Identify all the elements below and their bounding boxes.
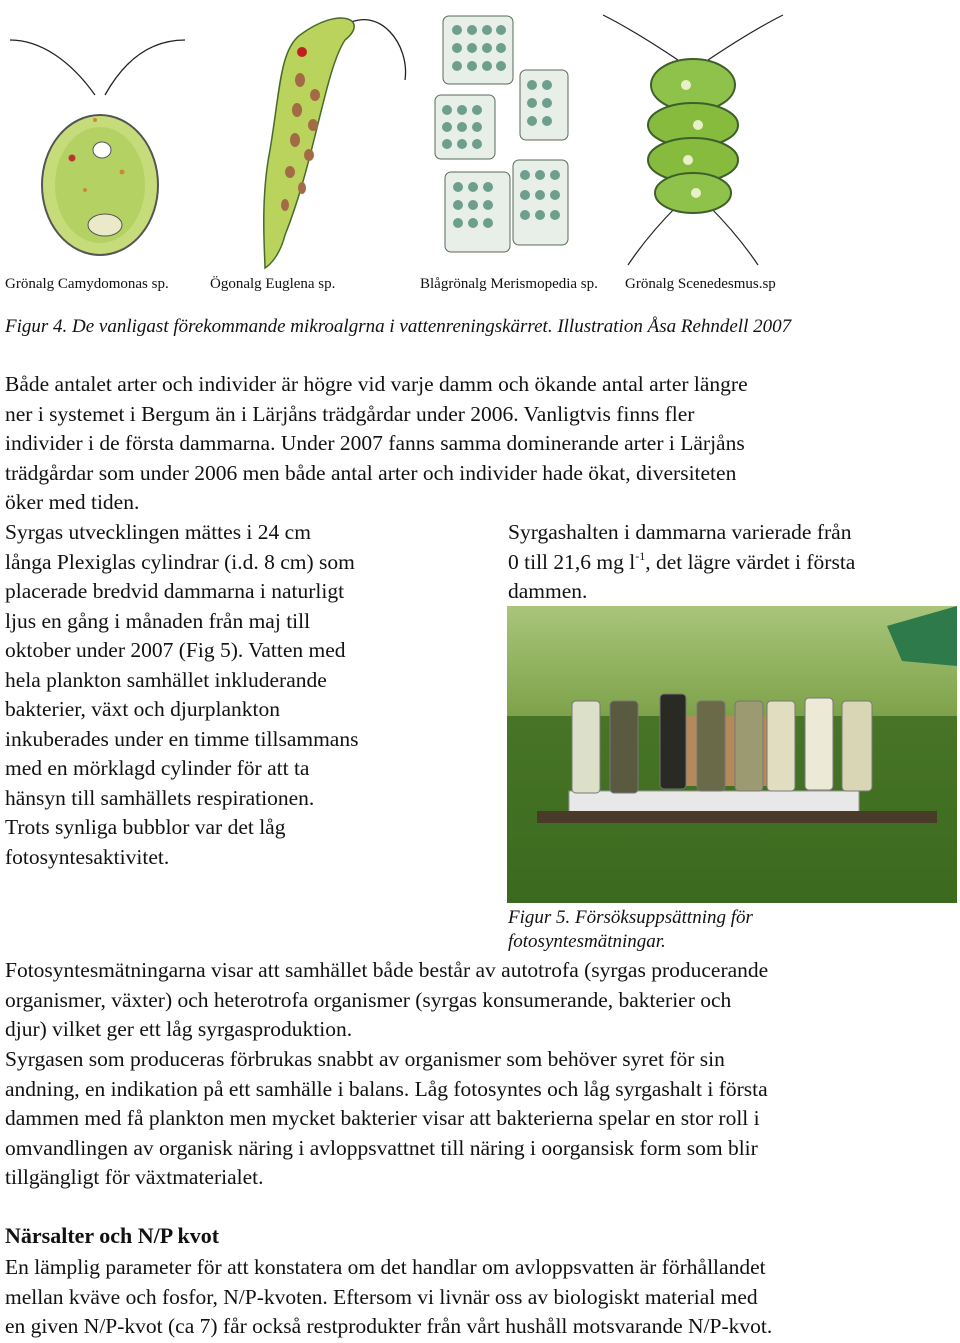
text-line: En lämplig parameter för att konstatera om det handlar om avloppsvatten är förhållandet — [5, 1255, 766, 1279]
text-line: djur) vilket ger ett låg syrgasproduktion. — [5, 1017, 353, 1041]
scenedesmus-illustration — [598, 0, 788, 272]
paragraph-species-diversity — [5, 370, 748, 518]
text-line: dammen. — [508, 579, 588, 603]
euglena-illustration — [205, 0, 410, 272]
text-line: mellan kväve och fosfor, N/P-kvoten. Eftersom vi livnär oss av biologiskt material med — [5, 1284, 758, 1309]
text-line: bakterier, växt och djurplankton — [5, 697, 280, 721]
text-line: tillgängligt för växtmaterialet. — [5, 1165, 264, 1189]
caption-scenedesmus: Grönalg Scenedesmus.sp — [625, 276, 776, 292]
text-line: Fotosyntesmätningarna visar att samhället både består av autotrofa (syrgas producerande — [5, 958, 769, 982]
caption-chlamydomonas: Grönalg Camydomonas sp. — [5, 276, 169, 292]
paragraph-oxygen-method — [5, 518, 358, 872]
text-line: Både antalet arter och individer är högre vid varje damm och ökande antal arter längre — [5, 372, 748, 396]
text-line: trädgårdar som under 2006 men både antal arter och individer hade ökat, diversiteten — [5, 460, 737, 485]
merismopedia-illustration — [425, 0, 575, 272]
paragraph-np-ratio — [5, 1253, 772, 1342]
text-line: inkuberades under en timme tillsammans — [5, 726, 359, 751]
figure-4-caption: Figur 4. De vanligast förekommande mikroalgrna i vattenreningskärret. Illustration Åsa Rehndell 2007 — [5, 316, 792, 337]
text-line: med en mörklagd cylinder för att ta — [5, 756, 310, 780]
text-line: individer i de första dammarna. Under 2007 fanns samma dominerande arter i Lärjåns — [5, 431, 745, 455]
text-line: en given N/P-kvot (ca 7) får också restprodukter från vårt hushåll motsvarande N/P-kvot. — [5, 1314, 773, 1338]
text-line: Syrgas utvecklingen mättes i 24 cm — [5, 520, 311, 544]
text-line: hela plankton samhället inkluderande — [5, 667, 327, 692]
text-line: fotosyntesmätningar. — [508, 931, 666, 952]
text-line: dammen med få plankton men mycket bakterier visar att bakterierna spelar en stor roll i — [5, 1106, 760, 1130]
text-line: 0 till 21,6 mg $l^{-1}$, det lägre värdet i första — [508, 548, 856, 574]
text-line: fotosyntesaktivitet. — [5, 844, 170, 869]
text-line: ljus en gång i månaden från maj till — [5, 608, 311, 633]
experiment-setup-photo — [507, 606, 957, 903]
text-line: oktober under 2007 (Fig 5). Vatten med — [5, 638, 346, 662]
text-line: Figur 5. Försöksuppsättning för — [508, 907, 753, 928]
caption-merismopedia: Blågrönalg Merismopedia sp. — [420, 276, 598, 292]
text-line: ner i systemet i Bergum än i Lärjåns trädgårdar under 2006. Vanligtvis finns fler — [5, 401, 695, 426]
superscript-exponent: -1 — [635, 548, 646, 563]
text-line: hänsyn till samhällets respirationen. — [5, 785, 315, 810]
text-line: placerade bredvid dammarna i naturligt — [5, 579, 345, 603]
text-line: organismer, växter) och heterotrofa organismer (syrgas konsumerande, bakterier och — [5, 987, 732, 1012]
section-heading: Närsalter och N/P kvot — [5, 1223, 220, 1248]
caption-euglena: Ögonalg Euglena sp. — [210, 276, 336, 292]
figure-5-caption — [508, 906, 753, 954]
text-line: Trots synliga bubblor var det låg — [5, 815, 286, 839]
text-line: öker med tiden. — [5, 490, 140, 514]
text-line: långa Plexiglas cylindrar (i.d. 8 cm) som — [5, 549, 355, 574]
paragraph-oxygen-consumption — [5, 1045, 768, 1193]
chlamydomonas-illustration — [0, 0, 200, 272]
text-line: Syrgasen som produceras förbrukas snabbt av organismer som behöver syret för sin — [5, 1047, 725, 1071]
paragraph-photosynthesis-results — [5, 956, 768, 1045]
text-line: andning, en indikation på ett samhälle i balans. Låg fotosyntes och låg syrgashalt i första — [5, 1076, 768, 1101]
paragraph-oxygen-levels — [508, 518, 855, 607]
text-line: Syrgashalten i dammarna varierade från — [508, 520, 852, 544]
text-line: omvandlingen av organisk näring i avloppsvattnet till näring i oorgansisk form som blir — [5, 1135, 758, 1160]
